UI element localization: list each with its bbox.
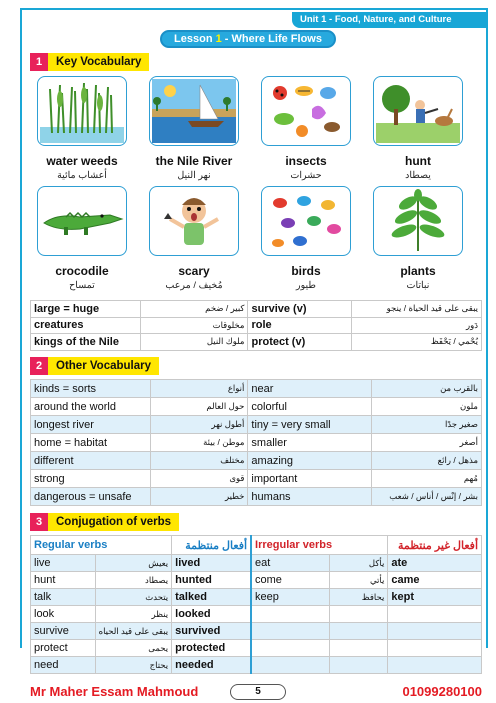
page-footer [30,684,482,702]
irregular-verb-translation [329,623,388,640]
frame-right-line [486,8,488,648]
section-title: Conjugation of verbs [48,513,179,531]
plant-icon [376,189,460,253]
card-water-weeds [37,76,127,146]
verb-past: survived [172,623,251,640]
verb-translation: يحتاج [95,657,172,674]
table-row [31,452,482,470]
translation-cell: أطول نهر [150,416,248,434]
insects-icon [264,79,348,143]
card-birds [261,186,351,256]
word-cell: creatures [31,317,141,334]
translation-cell: ملوك النيل [140,334,248,351]
card-nile-river [149,76,239,146]
irregular-verb-translation: يحافظ [329,589,388,606]
hunter-icon [376,79,460,143]
verb-base: talk [31,589,96,606]
irregular-verb-translation [329,606,388,623]
page-number: 5 [230,684,286,700]
irregular-verb-past: kept [388,589,482,606]
verb-base: need [31,657,96,674]
vocab-translation: طيور [296,280,316,291]
irregular-verbs-header: Irregular verbs [251,536,388,555]
key-vocabulary-table [30,300,482,351]
table-row [31,572,482,589]
birds-icon [264,189,348,253]
word-cell: amazing [248,452,372,470]
translation-cell: قوى [150,470,248,488]
table-row [31,317,482,334]
translation-cell: مخلوقات [140,317,248,334]
irregular-verb-base [251,640,329,657]
verb-past: hunted [172,572,251,589]
section-number: 3 [30,513,48,531]
vocab-translation: نباتات [406,280,430,291]
vocab-word: hunt [405,154,431,168]
vocab-word: scary [178,264,210,278]
verb-base: live [31,555,96,572]
vocab-word: insects [285,154,327,168]
card-hunt [373,76,463,146]
word-cell: dangerous = unsafe [31,488,151,506]
word-cell: smaller [248,434,372,452]
author-name: Mr Maher Essam Mahmoud [30,684,199,699]
scared-boy-icon [152,189,236,253]
verb-past: talked [172,589,251,606]
section-key-vocabulary [30,53,149,71]
section-title: Key Vocabulary [48,53,149,71]
translation-cell: أصغر [372,434,482,452]
irregular-verb-past [388,657,482,674]
section-title: Other Vocabulary [48,357,159,375]
verb-translation: يصطاد [95,572,172,589]
verb-base: look [31,606,96,623]
word-cell: longest river [31,416,151,434]
irregular-verb-past: came [388,572,482,589]
translation-cell: صغير جدًا [372,416,482,434]
irregular-verb-past: ate [388,555,482,572]
verb-past: protected [172,640,251,657]
verb-past: looked [172,606,251,623]
word-cell: large = huge [31,301,141,318]
table-row [31,657,482,674]
table-row [31,380,482,398]
word-cell: survive (v) [248,301,352,318]
vocab-word: the Nile River [155,154,233,168]
table-row [31,589,482,606]
irregular-verb-translation: يأكل [329,555,388,572]
translation-cell: مذهل / رائع [372,452,482,470]
verb-base: hunt [31,572,96,589]
irregular-verb-base: keep [251,589,329,606]
table-row [31,334,482,351]
irregular-verb-base: eat [251,555,329,572]
vocab-word: crocodile [55,264,109,278]
verb-translation: يتحدث [95,589,172,606]
table-row [31,623,482,640]
table-row [31,640,482,657]
translation-cell: يبقى على قيد الحياة / ينجو [352,301,482,318]
vocab-translation: نهر النيل [177,170,211,181]
card-insects [261,76,351,146]
irregular-verb-past [388,606,482,623]
nile-boat-icon [152,79,236,143]
word-cell: kings of the Nile [31,334,141,351]
irregular-verb-base: come [251,572,329,589]
translation-cell: ملون [372,398,482,416]
word-cell: humans [248,488,372,506]
table-row [31,606,482,623]
table-header-row [31,536,482,555]
frame-left-line [20,8,22,648]
crocodile-icon [40,189,124,253]
irregular-verb-translation [329,657,388,674]
table-row [31,434,482,452]
translation-cell: بشر / إنْس / أناس / شعب [372,488,482,506]
translation-cell: يُحْمي / يَحْفَظ [352,334,482,351]
translation-cell: مختلف [150,452,248,470]
verb-translation: ينظر [95,606,172,623]
verb-past: needed [172,657,251,674]
phone-number: 01099280100 [402,684,482,699]
irregular-verb-base [251,657,329,674]
verb-base: protect [31,640,96,657]
verb-base: survive [31,623,96,640]
word-cell: home = habitat [31,434,151,452]
irregular-verbs-header-ar: أفعال غير منتظمة [388,536,482,555]
section-conjugation [30,513,179,531]
vocab-translation: يصطاد [405,170,431,181]
table-row [31,470,482,488]
translation-cell: خطير [150,488,248,506]
verb-translation: يبقى على قيد الحياه [95,623,172,640]
translation-cell: دَور [352,317,482,334]
table-row [31,301,482,318]
other-vocabulary-table [30,379,482,506]
translation-cell: مُهم [372,470,482,488]
word-cell: different [31,452,151,470]
lesson-name: - Where Life Flows [221,33,322,45]
word-cell: near [248,380,372,398]
vocab-word: water weeds [46,154,118,168]
word-cell: protect (v) [248,334,352,351]
section-other-vocabulary [30,357,159,375]
word-cell: tiny = very small [248,416,372,434]
vocab-word: birds [291,264,321,278]
lesson-prefix: Lesson [174,33,216,45]
word-cell: around the world [31,398,151,416]
word-cell: kinds = sorts [31,380,151,398]
vocab-word: plants [400,264,436,278]
regular-verbs-header: Regular verbs [31,536,172,555]
vocab-translation: تمساح [69,280,95,291]
irregular-verb-past [388,623,482,640]
vocab-translation: أعشاب مائية [57,170,107,181]
verb-translation: يحمى [95,640,172,657]
section-number: 2 [30,357,48,375]
unit-badge: Unit 1 - Food, Nature, and Culture [292,12,488,28]
card-crocodile [37,186,127,256]
conjugation-table [30,535,482,674]
lesson-number: 1 [215,33,222,45]
irregular-verb-translation [329,640,388,657]
lesson-title [160,30,336,48]
translation-cell: أنواع [150,380,248,398]
translation-cell: موطن / بيئة [150,434,248,452]
reeds-icon [40,79,124,143]
irregular-verb-base [251,606,329,623]
translation-cell: حول العالم [150,398,248,416]
table-row [31,488,482,506]
irregular-verb-translation: يأتي [329,572,388,589]
frame-top-line [20,8,488,10]
table-row [31,555,482,572]
word-cell: role [248,317,352,334]
section-number: 1 [30,53,48,71]
table-row [31,398,482,416]
vocab-translation: حشرات [290,170,322,181]
irregular-verb-base [251,623,329,640]
word-cell: important [248,470,372,488]
vocab-translation: مُخيف / مرعب [165,280,223,291]
word-cell: strong [31,470,151,488]
table-row [31,416,482,434]
verb-past: lived [172,555,251,572]
verb-translation: يعيش [95,555,172,572]
irregular-verb-past [388,640,482,657]
translation-cell: بالقرب من [372,380,482,398]
translation-cell: كبير / ضخم [140,301,248,318]
card-plants [373,186,463,256]
word-cell: colorful [248,398,372,416]
card-scary [149,186,239,256]
regular-verbs-header-ar: أفعال منتظمة [172,536,251,555]
